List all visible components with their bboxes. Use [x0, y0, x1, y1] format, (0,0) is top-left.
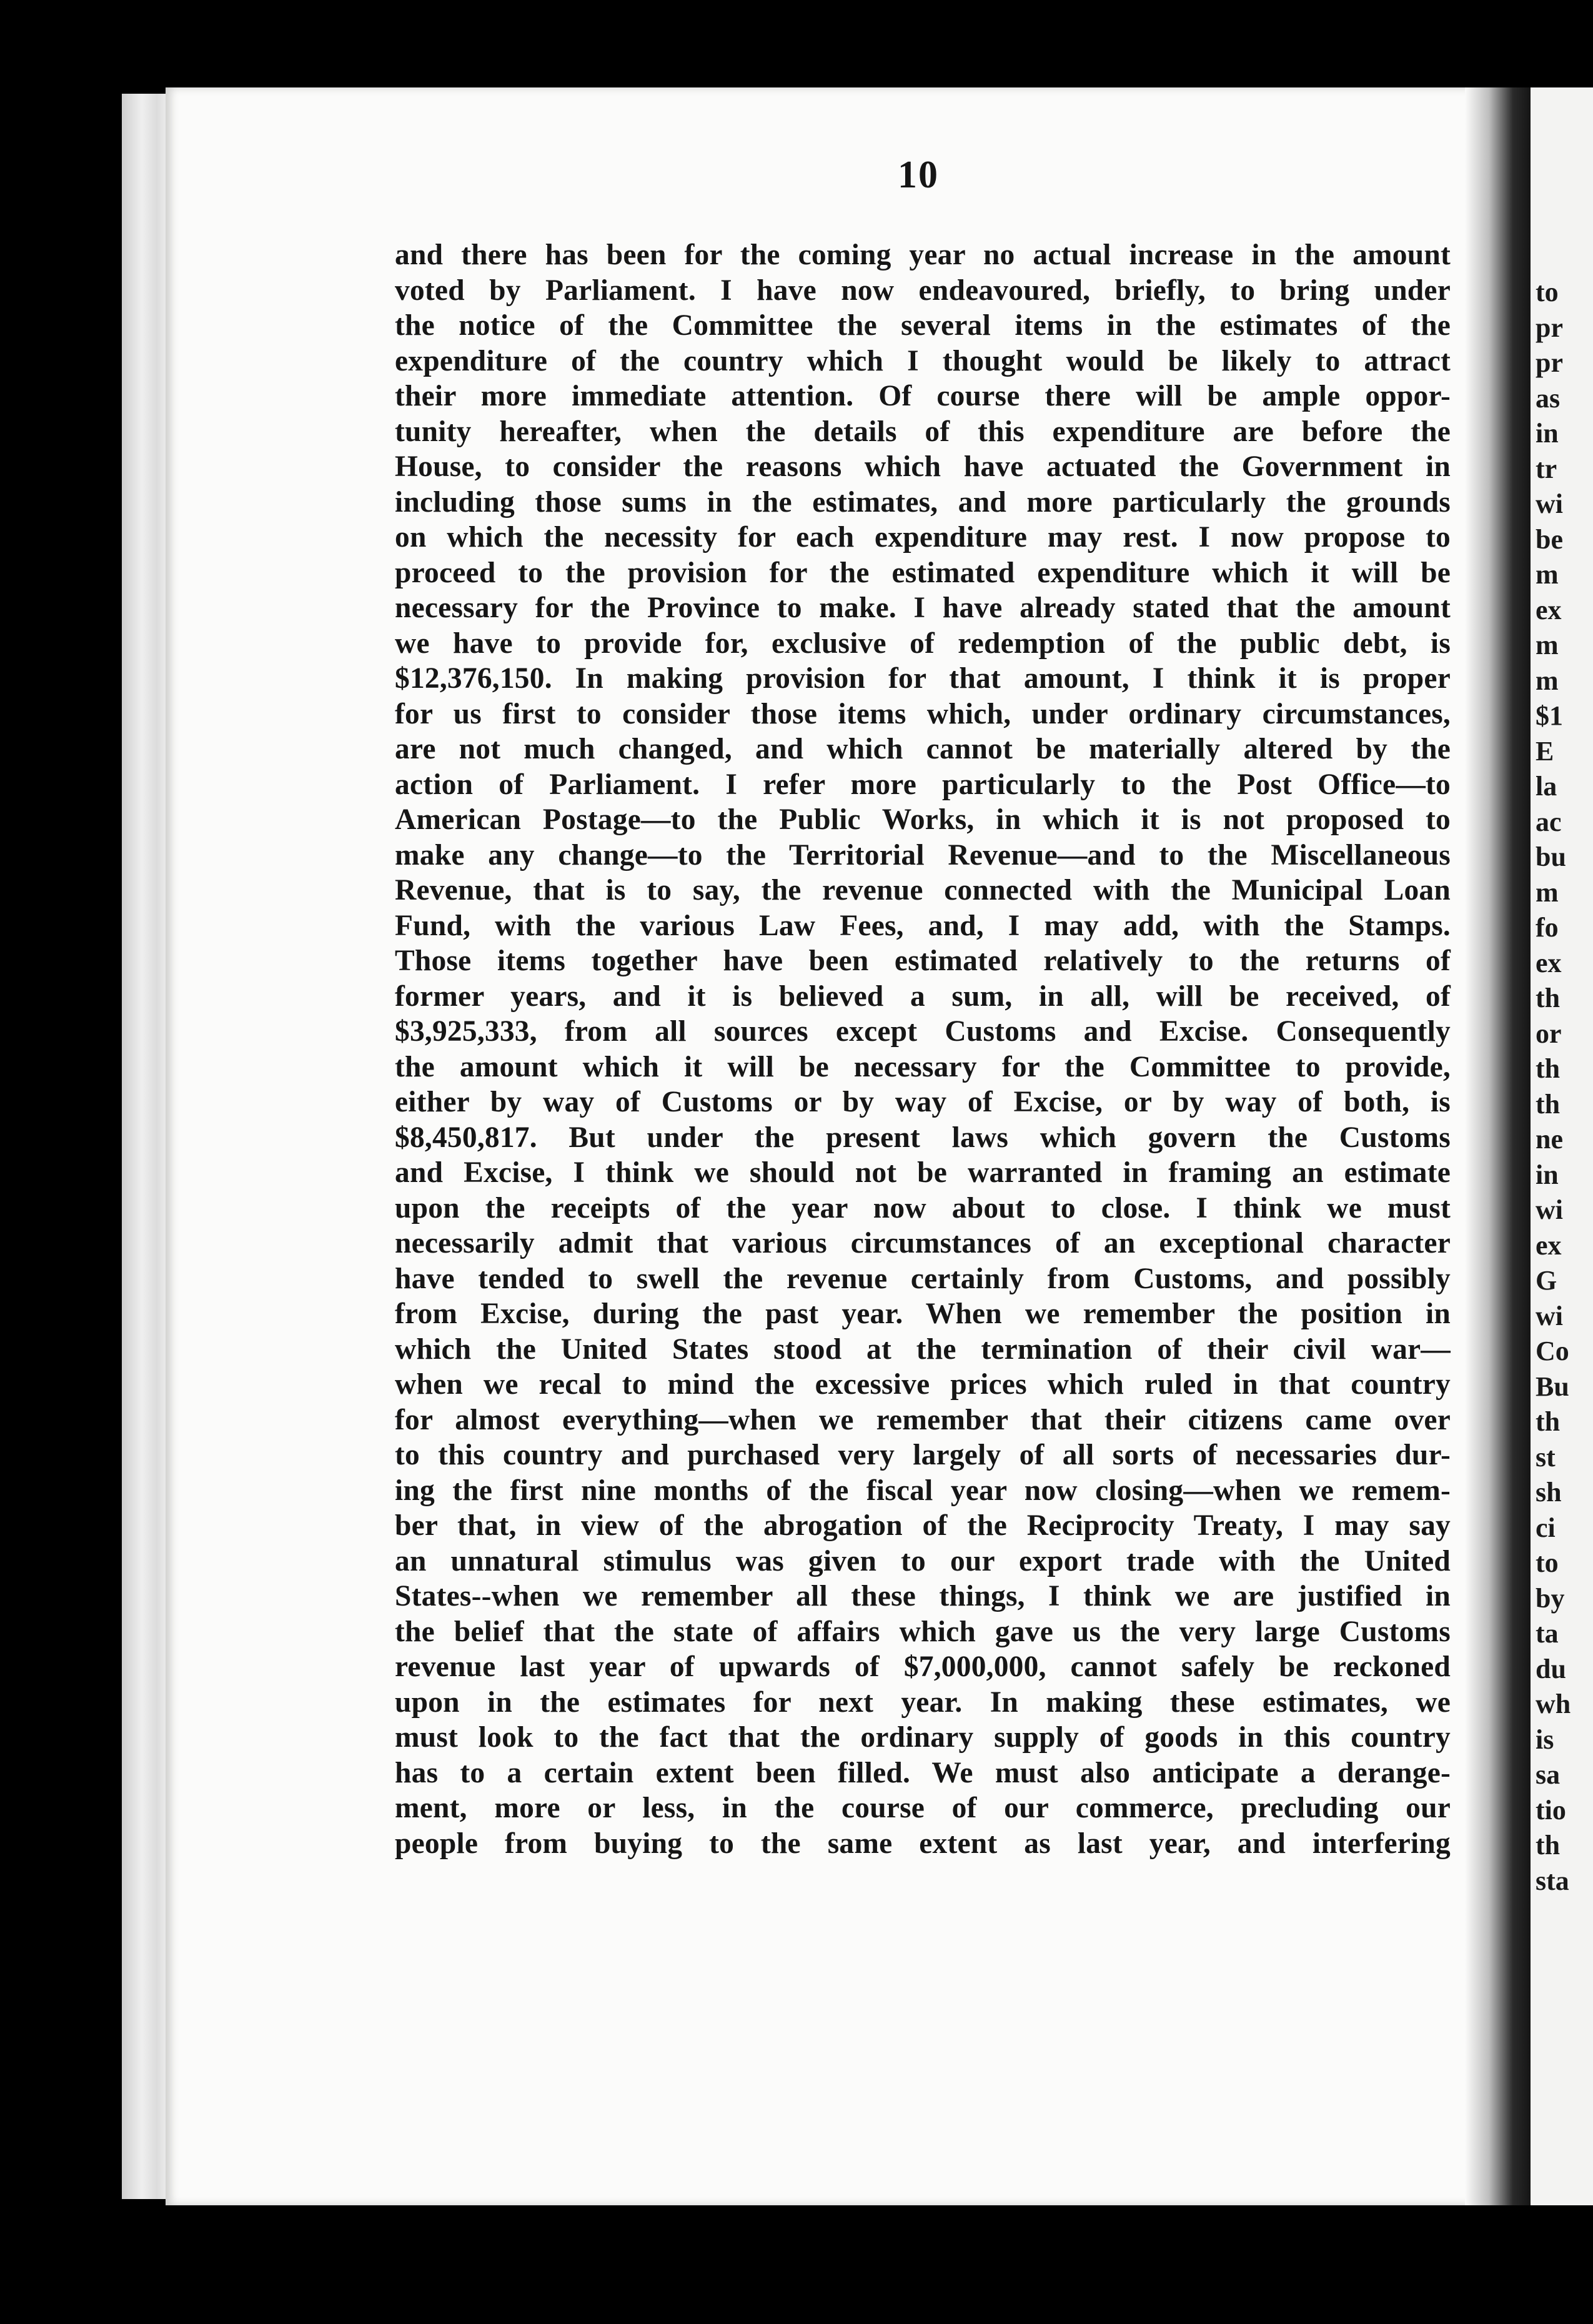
facing-page-text-fragment: $1 [1536, 700, 1563, 731]
facing-page-text-fragment: pr [1536, 347, 1563, 378]
text-line: necessary for the Province to make. I have already stated that the amount [395, 592, 1451, 624]
facing-page-text-fragment: ex [1536, 1229, 1562, 1261]
facing-page-text-fragment: du [1536, 1653, 1566, 1684]
facing-page-text-fragment: ci [1536, 1512, 1556, 1543]
page-number: 10 [898, 154, 939, 196]
facing-page-text-fragment: to [1536, 1547, 1559, 1578]
text-line: which the United States stood at the termination of their civil war— [395, 1333, 1451, 1366]
text-line: Those items together have been estimated relatively to the returns of [395, 945, 1451, 977]
text-line: upon in the estimates for next year. In making these estimates, we [395, 1686, 1451, 1719]
facing-page-text-fragment: by [1536, 1582, 1565, 1614]
text-line: action of Parliament. I refer more particularly to the Post Office—to [395, 768, 1451, 801]
text-line: must look to the fact that the ordinary supply of goods in this country [395, 1721, 1451, 1754]
facing-page-text-fragment: ta [1536, 1618, 1559, 1649]
facing-page-text-fragment: m [1536, 559, 1559, 590]
facing-page-text-fragment: tr [1536, 453, 1557, 484]
text-line: ing the first nine months of the fiscal year now closing—when we remem- [395, 1474, 1451, 1507]
text-line: expenditure of the country which I thought would be likely to attract [395, 344, 1451, 377]
text-line: the notice of the Committee the several items in the estimates of the [395, 309, 1451, 342]
facing-page-text-fragment: ne [1536, 1124, 1563, 1155]
text-line: ber that, in view of the abrogation of the Reciprocity Treaty, I may say [395, 1509, 1451, 1542]
facing-page-text-fragment: sta [1536, 1865, 1569, 1896]
text-line: tunity hereafter, when the details of this expenditure are before the [395, 415, 1451, 448]
facing-page-text-fragment: sh [1536, 1477, 1562, 1507]
text-line: House, to consider the reasons which have actuated the Government in [395, 450, 1451, 483]
facing-page-text-fragment: th [1536, 983, 1561, 1013]
facing-page-text-fragment: th [1536, 1088, 1561, 1120]
text-line: to this country and purchased very largely of all sorts of necessaries dur- [395, 1439, 1451, 1471]
text-line: either by way of Customs or by way of Excise, or by way of both, is [395, 1086, 1451, 1118]
facing-page-text-fragment: or [1536, 1018, 1562, 1049]
text-line: an unnatural stimulus was given to our export trade with the United [395, 1544, 1451, 1577]
facing-page-text-fragment: m [1536, 665, 1559, 696]
text-line: their more immediate attention. Of course there will be ample oppor- [395, 380, 1451, 412]
facing-page-text-fragment: m [1536, 876, 1559, 908]
text-line: necessarily admit that various circumstances of an exceptional character [395, 1227, 1451, 1259]
facing-page-text-fragment: ex [1536, 947, 1562, 978]
facing-page-text-fragment: pr [1536, 312, 1563, 343]
text-line: former years, and it is believed a sum, in all, will be received, of [395, 980, 1451, 1013]
facing-page-text-fragment: in [1536, 1159, 1559, 1190]
facing-page-text-fragment: wi [1536, 1300, 1563, 1331]
facing-page-text-fragment: th [1536, 1406, 1561, 1437]
text-line: the amount which it will be necessary for the Committee to provide, [395, 1050, 1451, 1083]
page-stack-edge [122, 94, 172, 2199]
text-line: including those sums in the estimates, and more particularly the grounds [395, 485, 1451, 519]
text-line: are not much changed, and which cannot be materially altered by the [395, 733, 1451, 765]
facing-page-text-fragment: is [1536, 1724, 1554, 1755]
facing-page-text-fragment: G [1536, 1265, 1557, 1296]
facing-page-text-fragment: sa [1536, 1759, 1561, 1790]
facing-page-text-fragment: fo [1536, 912, 1559, 943]
text-line: voted by Parliament. I have now endeavoured, briefly, to bring under [395, 274, 1451, 307]
facing-page-text-fragment: st [1536, 1441, 1556, 1472]
facing-page-text-fragment: tio [1536, 1794, 1566, 1825]
text-line: American Postage—to the Public Works, in which it is not proposed to [395, 803, 1451, 836]
facing-page-text-fragment: ac [1536, 806, 1562, 837]
facing-page-text-fragment: Bu [1536, 1371, 1569, 1402]
text-line: from Excise, during the past year. When we remember the position in [395, 1298, 1451, 1330]
facing-page-text-fragment: m [1536, 630, 1559, 660]
text-line: has to a certain extent been filled. We must also anticipate a derange- [395, 1756, 1451, 1789]
text-line: $3,925,333, from all sources except Customs and Excise. Consequently [395, 1015, 1451, 1048]
text-line: Revenue, that is to say, the revenue connected with the Municipal Loan [395, 874, 1451, 906]
facing-page-text-fragment: la [1536, 771, 1557, 802]
facing-page-text-fragment: th [1536, 1830, 1561, 1860]
text-line: on which the necessity for each expenditure may rest. I now propose to [395, 521, 1451, 554]
facing-page-text-fragment: E [1536, 735, 1554, 767]
facing-page-text-fragment: bu [1536, 842, 1566, 872]
facing-page-fragment [1531, 87, 1593, 2205]
facing-page-text-fragment: Co [1536, 1336, 1569, 1366]
text-line: and there has been for the coming year no actual increase in the amount [395, 239, 1451, 271]
book-gutter [1465, 87, 1534, 2205]
facing-page-text-fragment: wh [1536, 1689, 1571, 1719]
text-line: States--when we remember all these things, I think we are justified in [395, 1580, 1451, 1612]
text-line: $12,376,150. In making provision for that amount, I think it is proper [395, 662, 1451, 695]
facing-page-text-fragment: wi [1536, 489, 1563, 519]
text-line: have tended to swell the revenue certainly from Customs, and possibly [395, 1262, 1451, 1295]
facing-page-text-fragment: as [1536, 382, 1561, 414]
text-line: for almost everything—when we remember that their citizens came over [395, 1403, 1451, 1436]
text-line: $8,450,817. But under the present laws which govern the Customs [395, 1121, 1451, 1154]
facing-page-text-fragment: th [1536, 1053, 1561, 1084]
text-line: we have to provide for, exclusive of redemption of the public debt, is [395, 627, 1451, 660]
facing-page-text-fragment: ex [1536, 594, 1562, 625]
text-line: for us first to consider those items which, under ordinary circumstances, [395, 697, 1451, 730]
text-line: people from buying to the same extent as last year, and interfering [395, 1827, 1451, 1860]
facing-page-text-fragment: in [1536, 418, 1559, 449]
text-line: the belief that the state of affairs which gave us the very large Customs [395, 1615, 1451, 1648]
text-line: upon the receipts of the year now about to close. I think we must [395, 1191, 1451, 1224]
text-line: revenue last year of upwards of $7,000,000, cannot safely be reckoned [395, 1651, 1451, 1683]
text-line: when we recal to mind the excessive prices which ruled in that country [395, 1368, 1451, 1401]
facing-page-text-fragment: to [1536, 277, 1559, 307]
facing-page-text-fragment: be [1536, 524, 1563, 555]
text-line: proceed to the provision for the estimated expenditure which it will be [395, 556, 1451, 589]
text-line: Fund, with the various Law Fees, and, I may add, with the Stamps. [395, 909, 1451, 942]
body-text [395, 237, 1451, 1861]
text-line: ment, more or less, in the course of our commerce, precluding our [395, 1792, 1451, 1824]
text-line: and Excise, I think we should not be warranted in framing an estimate [395, 1156, 1451, 1189]
text-line: make any change—to the Territorial Revenue—and to the Miscellaneous [395, 838, 1451, 872]
facing-page-text-fragment: wi [1536, 1194, 1563, 1225]
